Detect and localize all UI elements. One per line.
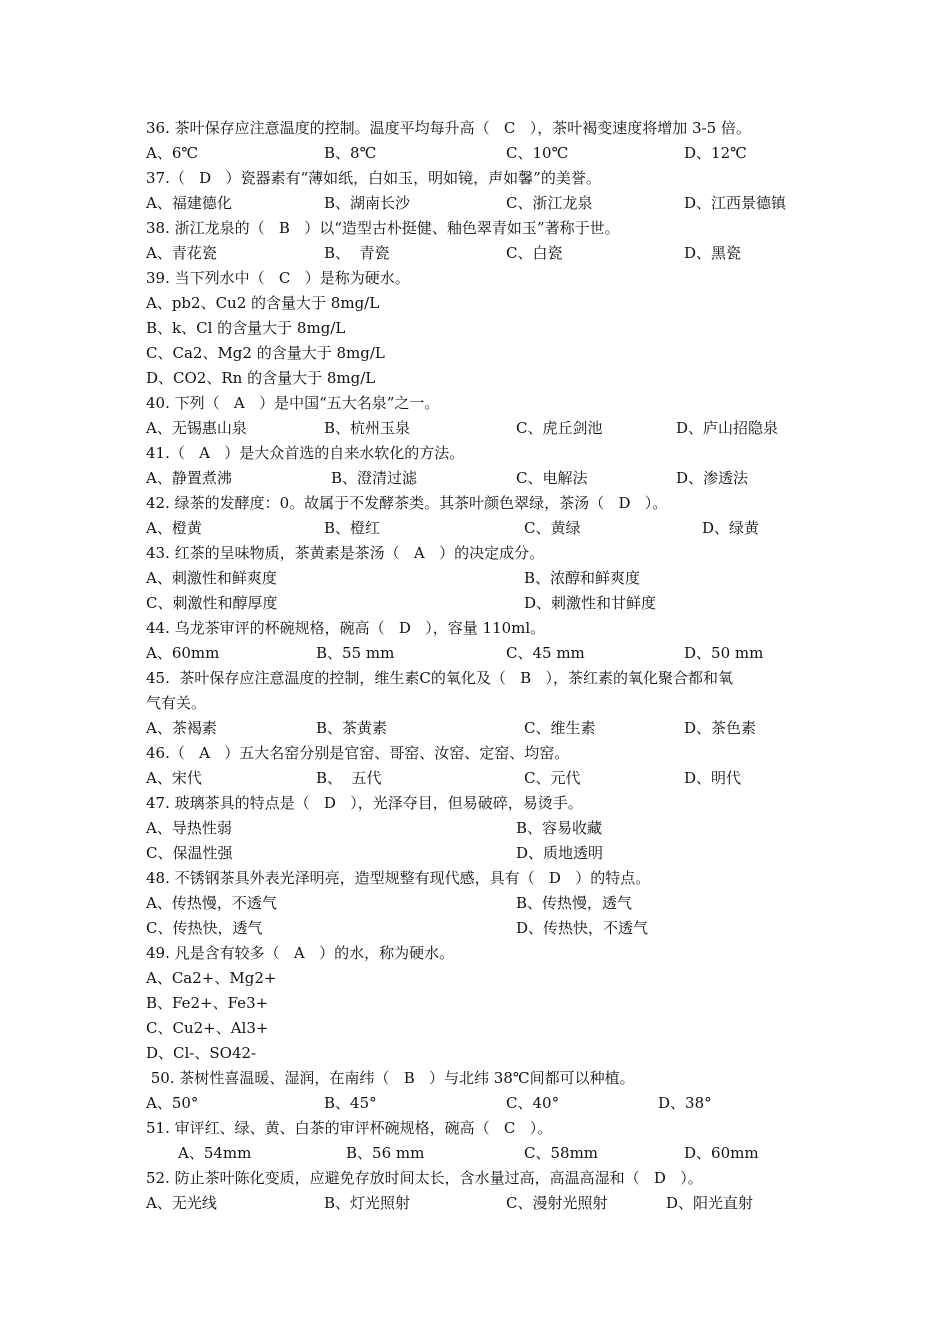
- options-43-cd: [146, 591, 906, 616]
- options-47-ab: [146, 816, 906, 841]
- option-d: D、明代: [684, 769, 742, 787]
- option-a: A、6℃: [146, 144, 199, 162]
- option-a: A、pb2、Cu2 的含量大于 8mg/L: [146, 294, 380, 312]
- option-b: B、Fe2+、Fe3+: [146, 994, 269, 1012]
- option-d: D、茶色素: [684, 719, 757, 737]
- options-47-cd: [146, 841, 906, 866]
- option-d: D、庐山招隐泉: [676, 419, 779, 437]
- option-c: C、刺激性和醇厚度: [146, 594, 278, 612]
- question-36: 36. 茶叶保存应注意温度的控制。温度平均每升高（ C ），茶叶褐变速度将增加 3-5 倍。: [146, 119, 751, 137]
- question-45: 45. 茶叶保存应注意温度的控制，维生素C的氧化及（ B ），茶红素的氧化聚合都和氧: [146, 669, 734, 687]
- option-c: C、维生素: [524, 719, 596, 737]
- question-48: 48. 不锈钢茶具外表光泽明亮，造型规整有现代感，具有（ D ）的特点。: [146, 869, 651, 887]
- option-a: A、青花瓷: [146, 244, 217, 262]
- options-45: [146, 716, 906, 741]
- question-41: 41.（ A ）是大众首选的自来水软化的方法。: [146, 444, 465, 462]
- option-a: A、Ca2+、Mg2+: [146, 969, 277, 987]
- option-d: D、绿黄: [702, 519, 760, 537]
- option-d: D、阳光直射: [666, 1194, 754, 1212]
- option-c: C、漫射光照射: [506, 1194, 608, 1212]
- question-52: 52. 防止茶叶陈化变质，应避免存放时间太长，含水量过高，高温高湿和（ D ）。: [146, 1169, 703, 1187]
- option-d: D、Cl-、SO42-: [146, 1044, 257, 1062]
- option-a: A、福建德化: [146, 194, 232, 212]
- option-a: A、54mm: [178, 1144, 252, 1162]
- option-c: C、浙江龙泉: [506, 194, 593, 212]
- options-48-ab: [146, 891, 906, 916]
- options-50: [146, 1091, 906, 1116]
- option-a: A、宋代: [146, 769, 202, 787]
- option-c: C、保温性强: [146, 844, 233, 862]
- option-c: C、45 mm: [506, 644, 585, 662]
- question-43: 43. 红茶的呈味物质，茶黄素是茶汤（ A ）的决定成分。: [146, 544, 545, 562]
- option-b: B、k、Cl 的含量大于 8mg/L: [146, 319, 346, 337]
- option-c: C、40°: [506, 1094, 560, 1112]
- option-b: B、灯光照射: [324, 1194, 411, 1212]
- option-d: D、质地透明: [516, 844, 604, 862]
- options-40: [146, 416, 906, 441]
- option-d: D、60mm: [684, 1144, 759, 1162]
- option-c: C、传热快，透气: [146, 919, 263, 937]
- option-a: A、60mm: [146, 644, 220, 662]
- option-c: C、元代: [524, 769, 581, 787]
- option-a: A、导热性弱: [146, 819, 232, 837]
- option-b: B、 青瓷: [324, 244, 390, 262]
- option-c: C、虎丘剑池: [516, 419, 603, 437]
- options-48-cd: [146, 916, 906, 941]
- option-c: C、58mm: [524, 1144, 599, 1162]
- option-b: B、浓醇和鲜爽度: [524, 569, 641, 587]
- option-b: B、45°: [324, 1094, 377, 1112]
- options-44: [146, 641, 906, 666]
- option-b: B、 五代: [316, 769, 382, 787]
- question-51: 51. 审评红、绿、黄、白茶的审评杯碗规格，碗高（ C ）。: [146, 1119, 553, 1137]
- option-a: A、无锡惠山泉: [146, 419, 247, 437]
- option-c: C、电解法: [516, 469, 588, 487]
- question-37: 37.（ D ）瓷器素有“薄如纸，白如玉，明如镜，声如馨”的美誉。: [146, 169, 601, 187]
- option-d: D、黑瓷: [684, 244, 742, 262]
- question-47: 47. 玻璃茶具的特点是（ D ），光泽夺目，但易破碎，易烫手。: [146, 794, 583, 812]
- option-d: D、CO2、Rn 的含量大于 8mg/L: [146, 369, 376, 387]
- options-42: [146, 516, 906, 541]
- option-c: C、Cu2+、Al3+: [146, 1019, 269, 1037]
- option-d: D、12℃: [684, 144, 747, 162]
- option-a: A、橙黄: [146, 519, 202, 537]
- options-41: [146, 466, 906, 491]
- option-d: D、50 mm: [684, 644, 764, 662]
- option-c: C、10℃: [506, 144, 569, 162]
- question-45-cont: 气有关。: [146, 694, 207, 712]
- question-44: 44. 乌龙茶审评的杯碗规格，碗高（ D ），容量 110ml。: [146, 619, 546, 637]
- option-b: B、橙红: [324, 519, 381, 537]
- options-36: [146, 141, 906, 166]
- option-a: A、茶褐素: [146, 719, 217, 737]
- option-b: B、55 mm: [316, 644, 395, 662]
- option-c: C、Ca2、Mg2 的含量大于 8mg/L: [146, 344, 385, 362]
- option-a: A、传热慢，不透气: [146, 894, 277, 912]
- question-39: 39. 当下列水中（ C ）是称为硬水。: [146, 269, 410, 287]
- option-b: B、8℃: [324, 144, 377, 162]
- option-b: B、容易收藏: [516, 819, 603, 837]
- option-a: A、刺激性和鲜爽度: [146, 569, 277, 587]
- option-b: B、杭州玉泉: [324, 419, 411, 437]
- options-37: [146, 191, 906, 216]
- option-b: B、湖南长沙: [324, 194, 411, 212]
- options-52: [146, 1191, 906, 1216]
- option-d: D、刺激性和甘鲜度: [524, 594, 657, 612]
- option-b: B、澄清过滤: [331, 469, 418, 487]
- question-38: 38. 浙江龙泉的（ B ）以“造型古朴挺健、釉色翠青如玉”著称于世。: [146, 219, 620, 237]
- question-46: 46.（ A ）五大名窑分别是官窑、哥窑、汝窑、定窑、均窑。: [146, 744, 570, 762]
- option-c: C、白瓷: [506, 244, 563, 262]
- option-b: B、茶黄素: [316, 719, 388, 737]
- question-50: 50. 茶树性喜温暖、湿润，在南纬（ B ）与北纬 38℃间都可以种植。: [146, 1069, 635, 1087]
- option-d: D、38°: [658, 1094, 712, 1112]
- options-43-ab: [146, 566, 906, 591]
- question-49: 49. 凡是含有较多（ A ）的水，称为硬水。: [146, 944, 455, 962]
- options-46: [146, 766, 906, 791]
- question-42: 42. 绿茶的发酵度：0。故属于不发酵茶类。其茶叶颜色翠绿，茶汤（ D ）。: [146, 494, 668, 512]
- option-d: D、江西景德镇: [684, 194, 787, 212]
- option-c: C、黄绿: [524, 519, 581, 537]
- options-51: [146, 1141, 906, 1166]
- option-d: D、渗透法: [676, 469, 749, 487]
- option-b: B、传热慢，透气: [516, 894, 633, 912]
- option-a: A、50°: [146, 1094, 199, 1112]
- option-a: A、无光线: [146, 1194, 217, 1212]
- option-a: A、静置煮沸: [146, 469, 232, 487]
- options-38: [146, 241, 906, 266]
- option-d: D、传热快，不透气: [516, 919, 649, 937]
- option-b: B、56 mm: [346, 1144, 425, 1162]
- question-40: 40. 下列（ A ）是中国“五大名泉”之一。: [146, 394, 440, 412]
